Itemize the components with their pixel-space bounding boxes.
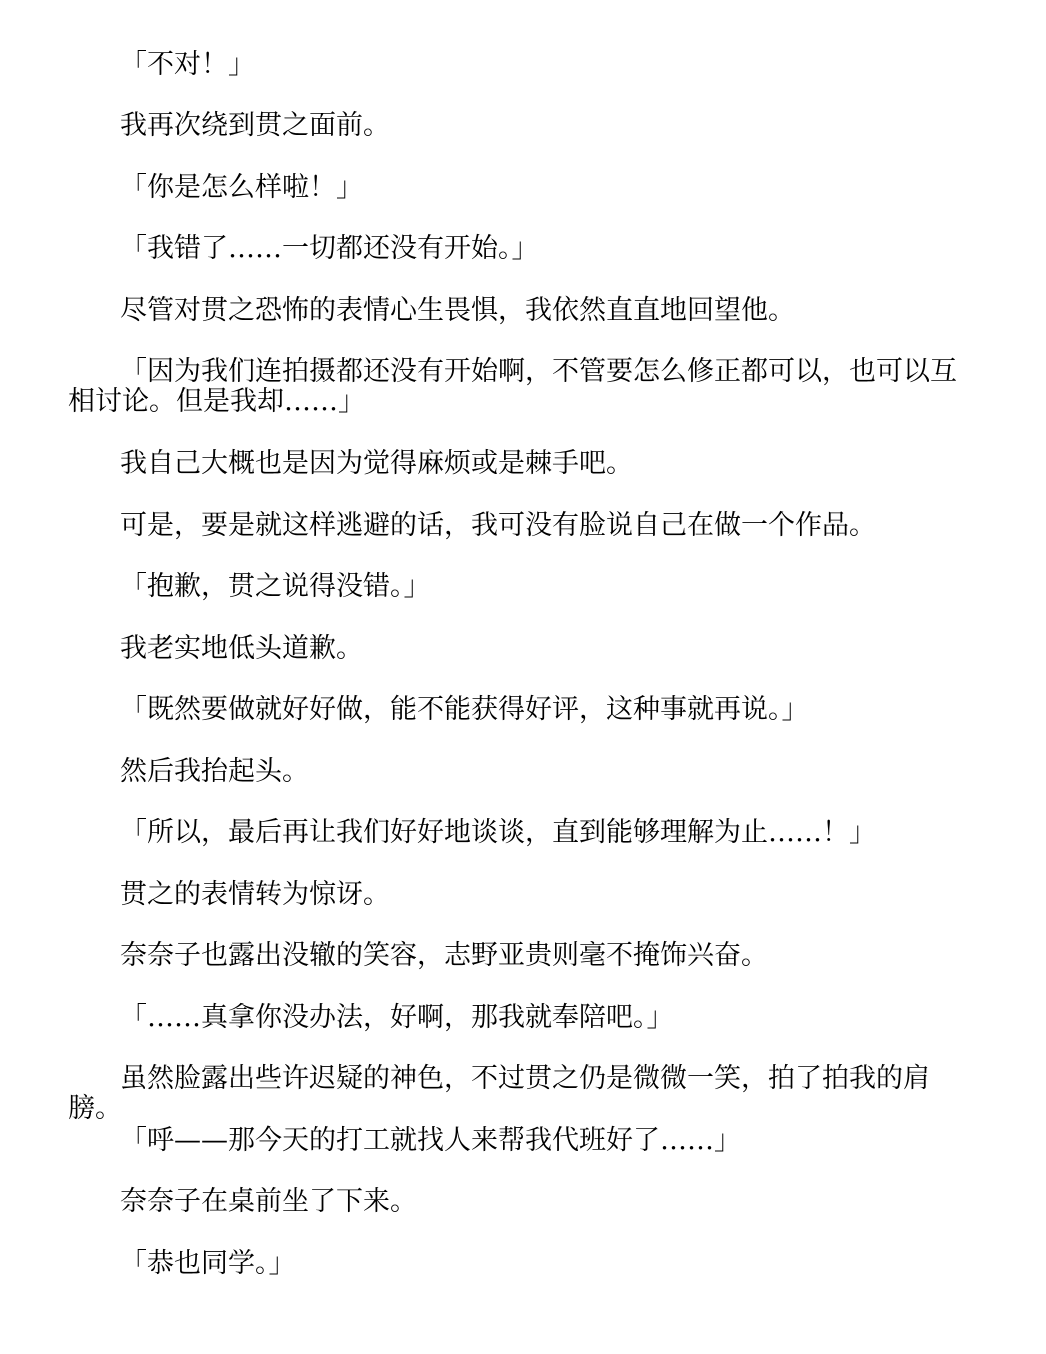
- paragraph-20: 「恭也同学。」: [120, 1248, 296, 1279]
- paragraph-19: 奈奈子在桌前坐了下来。: [120, 1186, 417, 1217]
- paragraph-11: 「既然要做就好好做，能不能获得好评，这种事就再说。」: [120, 694, 809, 725]
- paragraph-8: 可是，要是就这样逃避的话，我可没有脸说自己在做一个作品。: [120, 510, 876, 541]
- paragraph-13: 「所以，最后再让我们好好地谈谈，直到能够理解为止……！」: [120, 817, 876, 848]
- paragraph-2: 我再次绕到贯之面前。: [120, 110, 390, 141]
- paragraph-7: 我自己大概也是因为觉得麻烦或是棘手吧。: [120, 448, 633, 479]
- paragraph-6: 「因为我们连拍摄都还没有开始啊，不管要怎么修正都可以，也可以互相讨论。但是我却……」: [68, 356, 957, 417]
- paragraph-5: 尽管对贯之恐怖的表情心生畏惧，我依然直直地回望他。: [120, 295, 795, 326]
- paragraph-12: 然后我抬起头。: [120, 756, 309, 787]
- paragraph-16: 「……真拿你没办法，好啊，那我就奉陪吧。」: [120, 1002, 674, 1033]
- paragraph-9: 「抱歉，贯之说得没错。」: [120, 571, 431, 602]
- paragraph-10: 我老实地低头道歉。: [120, 633, 363, 664]
- paragraph-18: 「呼——那今天的打工就找人来帮我代班好了……」: [120, 1125, 741, 1156]
- paragraph-14: 贯之的表情转为惊讶。: [120, 879, 390, 910]
- paragraph-1: 「不对！」: [120, 49, 255, 80]
- paragraph-15: 奈奈子也露出没辙的笑容，志野亚贵则毫不掩饰兴奋。: [120, 940, 768, 971]
- paragraph-4: 「我错了……一切都还没有开始。」: [120, 233, 539, 264]
- paragraph-17: 虽然脸露出些许迟疑的神色，不过贯之仍是微微一笑，拍了拍我的肩膀。: [68, 1063, 930, 1124]
- paragraph-3: 「你是怎么样啦！」: [120, 172, 363, 203]
